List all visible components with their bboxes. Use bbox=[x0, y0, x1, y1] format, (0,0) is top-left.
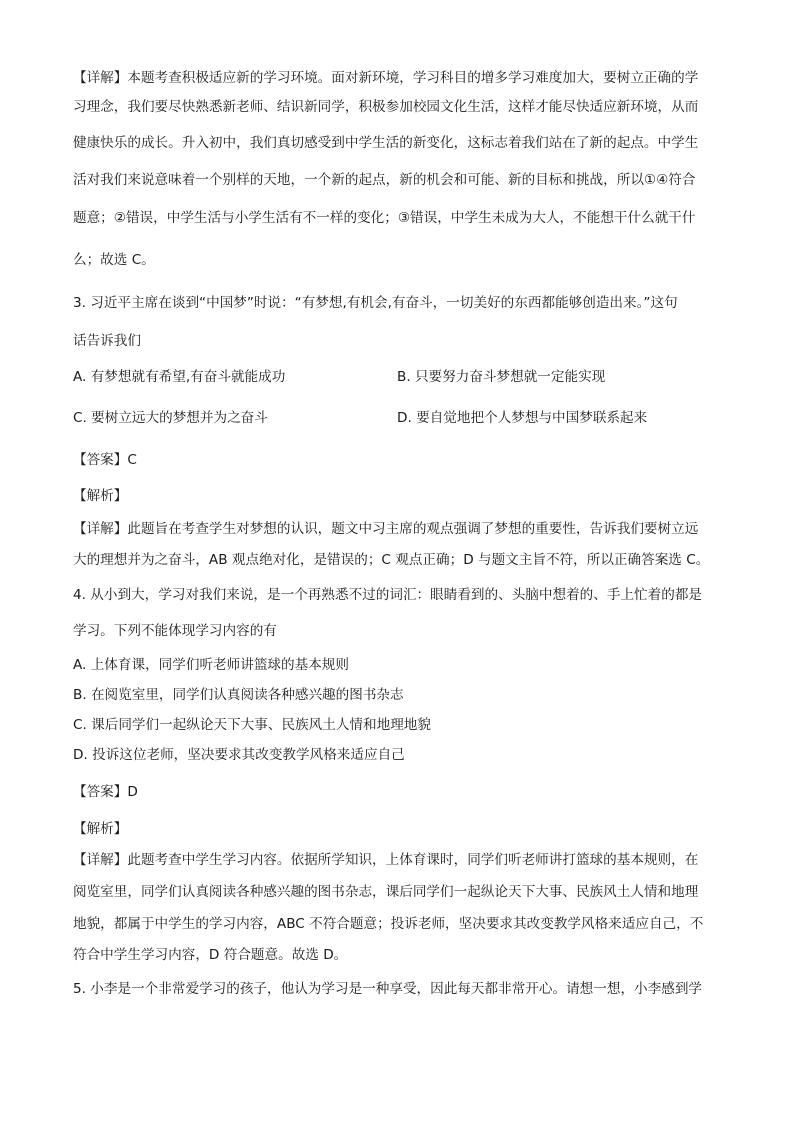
q2-detail-line-6: 么；故选 C。 bbox=[73, 252, 155, 268]
q4-detail-line-1: 【详解】此题考查中学生学习内容。依据所学知识，上体育课时，同学们听老师讲打篮球的基本规则，在 bbox=[73, 852, 699, 868]
q3-stem-line-2: 话告诉我们 bbox=[73, 333, 141, 349]
q4-stem-line-2: 学习。下列不能体现学习内容的有 bbox=[73, 623, 277, 639]
q4-detail-line-3: 地貌，都属于中学生的学习内容，ABC 不符合题意；投诉老师，坚决要求其改变教学风格来适应自己，不 bbox=[73, 916, 704, 932]
q2-detail-line-3: 健康快乐的成长。升入初中，我们真切感受到中学生活的新变化，这标志着我们站在了新的起点。中学生 bbox=[73, 135, 699, 151]
q3-detail-line-1: 【详解】此题旨在考查学生对梦想的认识，题文中习主席的观点强调了梦想的重要性，告诉我们要树立远 bbox=[73, 521, 699, 537]
q4-option-b: B. 在阅览室里，同学们认真阅读各种感兴趣的图书杂志 bbox=[73, 687, 404, 703]
q4-option-c: C. 课后同学们一起纵论天下大事、民族风土人情和地理地貌 bbox=[73, 717, 431, 733]
q3-stem-line-1: 3. 习近平主席在谈到“中国梦”时说：“有梦想,有机会,有奋斗，一切美好的东西都能够创造出来。”这句 bbox=[73, 295, 678, 311]
q3-analysis-label: 【解析】 bbox=[73, 488, 128, 504]
q2-detail-line-2: 习理念，我们要尽快熟悉新老师、结识新同学，积极参加校园文化生活，这样才能尽快适应新环境，从而 bbox=[73, 99, 699, 115]
q4-stem-line-1: 4. 从小到大，学习对我们来说，是一个再熟悉不过的词汇：眼睛看到的、头脑中想着的、手上忙着的都是 bbox=[73, 587, 703, 603]
q3-option-b: B. 只要努力奋斗梦想就一定能实现 bbox=[397, 369, 606, 385]
q3-option-d: D. 要自觉地把个人梦想与中国梦联系起来 bbox=[397, 410, 648, 426]
q4-detail-line-4: 符合中学生学习内容，D 符合题意。故选 D。 bbox=[73, 947, 348, 963]
q5-stem-line-1: 5. 小李是一个非常爱学习的孩子，他认为学习是一种享受，因此每天都非常开心。请想一想，小李感到学 bbox=[73, 981, 703, 997]
q4-detail-line-2: 阅览室里，同学们认真阅读各种感兴趣的图书杂志，课后同学们一起纵论天下大事、民族风土人情和地理 bbox=[73, 884, 699, 900]
q4-answer: 【答案】D bbox=[73, 784, 138, 800]
q4-option-a: A. 上体育课，同学们听老师讲篮球的基本规则 bbox=[73, 657, 349, 673]
q2-detail-line-1: 【详解】本题考查积极适应新的学习环境。面对新环境，学习科目的增多学习难度加大，要树立正确的学 bbox=[73, 70, 699, 86]
q2-detail-line-5: 题意；②错误，中学生活与小学生活有不一样的变化；③错误，中学生未成为大人，不能想干什么就干什 bbox=[73, 210, 696, 226]
q4-analysis-label: 【解析】 bbox=[73, 821, 128, 837]
q3-answer: 【答案】C bbox=[73, 452, 137, 468]
q4-option-d: D. 投诉这位老师，坚决要求其改变教学风格来适应自己 bbox=[73, 747, 405, 763]
q3-detail-line-2: 大的理想并为之奋斗，AB 观点绝对化，是错误的；C 观点正确；D 与题文主旨不符，所以正确答案选 C。 bbox=[73, 552, 710, 568]
q2-detail-line-4: 活对我们来说意味着一个别样的天地，一个新的起点，新的机会和可能、新的目标和挑战，所以①④符合 bbox=[73, 172, 696, 188]
q3-option-a: A. 有梦想就有希望,有奋斗就能成功 bbox=[73, 369, 286, 385]
q3-option-c: C. 要树立远大的梦想并为之奋斗 bbox=[73, 410, 268, 426]
